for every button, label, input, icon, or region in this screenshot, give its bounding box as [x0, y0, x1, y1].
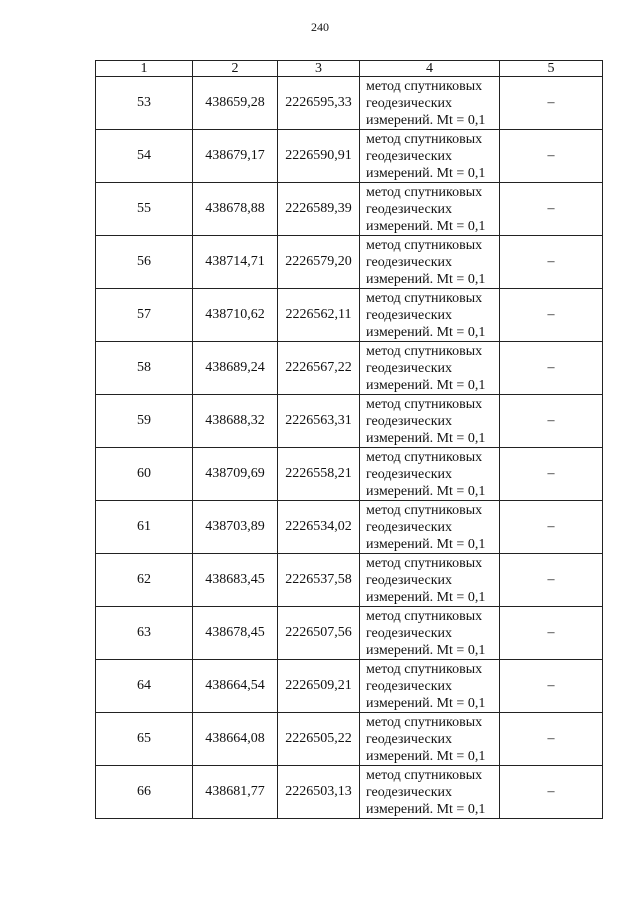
method-line: метод спутниковых: [366, 661, 483, 677]
table-row: [96, 660, 603, 713]
method-line: измерений. Mt = 0,1: [366, 589, 486, 605]
y-coordinate-cell: 2226589,39: [278, 183, 360, 236]
note-cell: –: [500, 554, 603, 607]
x-coordinate-cell: 438664,54: [193, 660, 278, 713]
method-line: геодезических: [366, 307, 453, 323]
table-row: [96, 448, 603, 501]
method-line: измерений. Mt = 0,1: [366, 748, 486, 764]
point-number-cell: 65: [96, 713, 193, 766]
x-coordinate-cell: 438710,62: [193, 289, 278, 342]
method-line: измерений. Mt = 0,1: [366, 483, 486, 499]
table-header-row: [96, 61, 603, 77]
method-line: измерений. Mt = 0,1: [366, 271, 486, 287]
method-cell: [360, 130, 500, 183]
column-header-3: 3: [278, 61, 360, 77]
method-line: измерений. Mt = 0,1: [366, 536, 486, 552]
method-line: измерений. Mt = 0,1: [366, 324, 486, 340]
table-row: [96, 130, 603, 183]
method-line: метод спутниковых: [366, 608, 483, 624]
column-header-2: 2: [193, 61, 278, 77]
x-coordinate-cell: 438659,28: [193, 77, 278, 130]
note-cell: –: [500, 77, 603, 130]
method-line: геодезических: [366, 254, 453, 270]
method-line: геодезических: [366, 678, 453, 694]
note-cell: –: [500, 130, 603, 183]
table-row: [96, 395, 603, 448]
column-header-1: 1: [96, 61, 193, 77]
y-coordinate-cell: 2226509,21: [278, 660, 360, 713]
x-coordinate-cell: 438683,45: [193, 554, 278, 607]
x-coordinate-cell: 438678,88: [193, 183, 278, 236]
x-coordinate-cell: 438678,45: [193, 607, 278, 660]
method-line: геодезических: [366, 466, 453, 482]
method-cell: [360, 236, 500, 289]
point-number-cell: 56: [96, 236, 193, 289]
x-coordinate-cell: 438681,77: [193, 766, 278, 819]
method-cell: [360, 289, 500, 342]
note-cell: –: [500, 660, 603, 713]
method-line: метод спутниковых: [366, 555, 483, 571]
y-coordinate-cell: 2226505,22: [278, 713, 360, 766]
method-line: метод спутниковых: [366, 767, 483, 783]
table-row: [96, 713, 603, 766]
method-line: измерений. Mt = 0,1: [366, 642, 486, 658]
method-cell: [360, 77, 500, 130]
note-cell: –: [500, 713, 603, 766]
y-coordinate-cell: 2226562,11: [278, 289, 360, 342]
table-row: [96, 342, 603, 395]
method-cell: [360, 395, 500, 448]
method-line: измерений. Mt = 0,1: [366, 801, 486, 817]
method-cell: [360, 713, 500, 766]
method-line: геодезических: [366, 519, 453, 535]
method-line: геодезических: [366, 784, 453, 800]
method-line: измерений. Mt = 0,1: [366, 218, 486, 234]
y-coordinate-cell: 2226567,22: [278, 342, 360, 395]
method-line: измерений. Mt = 0,1: [366, 112, 486, 128]
method-cell: [360, 448, 500, 501]
column-header-5: 5: [500, 61, 603, 77]
point-number-cell: 53: [96, 77, 193, 130]
y-coordinate-cell: 2226579,20: [278, 236, 360, 289]
x-coordinate-cell: 438703,89: [193, 501, 278, 554]
point-number-cell: 61: [96, 501, 193, 554]
table-row: [96, 289, 603, 342]
y-coordinate-cell: 2226563,31: [278, 395, 360, 448]
method-line: измерений. Mt = 0,1: [366, 165, 486, 181]
y-coordinate-cell: 2226537,58: [278, 554, 360, 607]
point-number-cell: 58: [96, 342, 193, 395]
method-line: измерений. Mt = 0,1: [366, 430, 486, 446]
x-coordinate-cell: 438688,32: [193, 395, 278, 448]
x-coordinate-cell: 438689,24: [193, 342, 278, 395]
x-coordinate-cell: 438679,17: [193, 130, 278, 183]
method-line: геодезических: [366, 731, 453, 747]
table-row: [96, 77, 603, 130]
coordinates-table: [95, 60, 603, 819]
y-coordinate-cell: 2226595,33: [278, 77, 360, 130]
y-coordinate-cell: 2226558,21: [278, 448, 360, 501]
method-line: геодезических: [366, 625, 453, 641]
method-cell: [360, 607, 500, 660]
note-cell: –: [500, 289, 603, 342]
note-cell: –: [500, 501, 603, 554]
note-cell: –: [500, 342, 603, 395]
note-cell: –: [500, 607, 603, 660]
method-line: измерений. Mt = 0,1: [366, 377, 486, 393]
method-line: метод спутниковых: [366, 237, 483, 253]
x-coordinate-cell: 438709,69: [193, 448, 278, 501]
method-line: метод спутниковых: [366, 78, 483, 94]
point-number-cell: 64: [96, 660, 193, 713]
point-number-cell: 62: [96, 554, 193, 607]
method-line: метод спутниковых: [366, 343, 483, 359]
method-line: геодезических: [366, 95, 453, 111]
point-number-cell: 55: [96, 183, 193, 236]
table-row: [96, 607, 603, 660]
table-row: [96, 766, 603, 819]
point-number-cell: 57: [96, 289, 193, 342]
point-number-cell: 60: [96, 448, 193, 501]
method-line: измерений. Mt = 0,1: [366, 695, 486, 711]
table-row: [96, 554, 603, 607]
note-cell: –: [500, 395, 603, 448]
note-cell: –: [500, 183, 603, 236]
method-line: метод спутниковых: [366, 131, 483, 147]
column-header-4: 4: [360, 61, 500, 77]
page-number: 240: [311, 20, 329, 34]
method-cell: [360, 766, 500, 819]
method-line: метод спутниковых: [366, 290, 483, 306]
method-line: геодезических: [366, 201, 453, 217]
note-cell: –: [500, 236, 603, 289]
y-coordinate-cell: 2226590,91: [278, 130, 360, 183]
method-line: геодезических: [366, 360, 453, 376]
table-row: [96, 501, 603, 554]
method-cell: [360, 183, 500, 236]
method-line: метод спутниковых: [366, 396, 483, 412]
note-cell: –: [500, 448, 603, 501]
y-coordinate-cell: 2226507,56: [278, 607, 360, 660]
point-number-cell: 63: [96, 607, 193, 660]
x-coordinate-cell: 438664,08: [193, 713, 278, 766]
point-number-cell: 59: [96, 395, 193, 448]
point-number-cell: 54: [96, 130, 193, 183]
method-line: геодезических: [366, 413, 453, 429]
method-cell: [360, 501, 500, 554]
y-coordinate-cell: 2226534,02: [278, 501, 360, 554]
y-coordinate-cell: 2226503,13: [278, 766, 360, 819]
method-line: метод спутниковых: [366, 184, 483, 200]
method-cell: [360, 554, 500, 607]
point-number-cell: 66: [96, 766, 193, 819]
table-row: [96, 236, 603, 289]
method-line: метод спутниковых: [366, 449, 483, 465]
table-body: [96, 77, 603, 819]
method-cell: [360, 660, 500, 713]
method-line: геодезических: [366, 572, 453, 588]
note-cell: –: [500, 766, 603, 819]
x-coordinate-cell: 438714,71: [193, 236, 278, 289]
method-line: метод спутниковых: [366, 502, 483, 518]
table-row: [96, 183, 603, 236]
method-line: геодезических: [366, 148, 453, 164]
method-line: метод спутниковых: [366, 714, 483, 730]
method-cell: [360, 342, 500, 395]
